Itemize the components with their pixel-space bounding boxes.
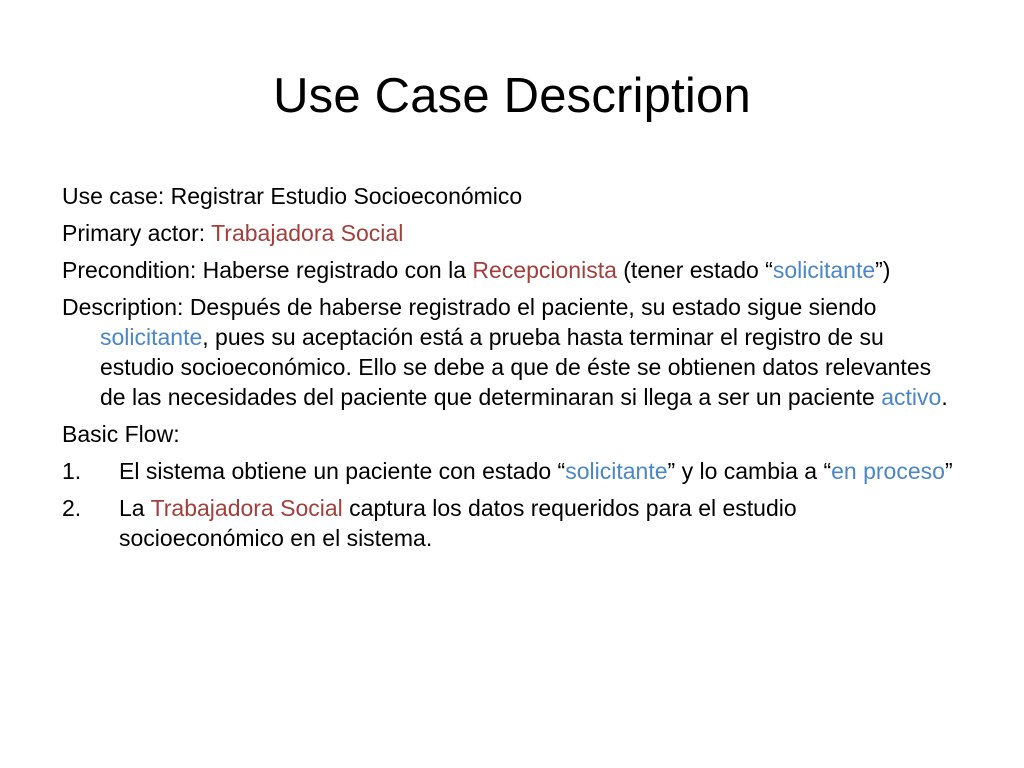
precondition-actor: Recepcionista <box>472 257 617 283</box>
step-1-text-3: ” <box>944 458 953 484</box>
step-number: 1. <box>62 458 82 484</box>
step-1-text-1: El sistema obtiene un paciente con estado “ <box>119 458 566 484</box>
primary-actor-value: Trabajadora Social <box>211 220 404 246</box>
basic-flow-step-1 <box>62 456 962 486</box>
slide-body <box>62 181 962 560</box>
basic-flow-label: Basic Flow: <box>62 421 180 447</box>
basic-flow-step-2 <box>62 493 962 553</box>
description-text-3: . <box>941 384 948 410</box>
slide-title: Use Case Description <box>273 69 751 123</box>
step-1-text-2: ” y lo cambia a “ <box>667 458 832 484</box>
description-text-2: , pues su aceptación está a prueba hasta terminar el registro de su estudio socioeconómico. Ello se debe a que de éste se obtienen datos relevantes de las necesidades del paciente que determinaran si llega a ser un paciente <box>100 324 932 410</box>
description-state-2: activo <box>881 384 942 410</box>
description-state-1: solicitante <box>100 324 203 350</box>
description-text-1: Description: Después de haberse registrado el paciente, su estado sigue siendo <box>62 294 877 320</box>
step-2-text-2: captura los datos requeridos para el estudio socioeconómico en el sistema. <box>119 495 797 551</box>
step-1-state-1: solicitante <box>565 458 668 484</box>
step-number: 2. <box>62 495 82 521</box>
precondition-text-end: ”) <box>875 257 891 283</box>
precondition-line <box>62 255 962 285</box>
step-2-actor: Trabajadora Social <box>150 495 343 521</box>
step-2-text-1: La <box>119 495 151 521</box>
precondition-state: solicitante <box>772 257 876 283</box>
primary-actor-label: Primary actor: <box>62 220 212 246</box>
primary-actor-line <box>62 218 962 248</box>
precondition-label: Precondition: Haberse registrado con la <box>62 257 473 283</box>
use-case-line: Use case: Registrar Estudio Socioeconómico <box>62 183 523 209</box>
step-1-state-2: en proceso <box>831 458 945 484</box>
description-paragraph <box>62 292 962 412</box>
precondition-text-mid: (tener estado “ <box>616 257 773 283</box>
